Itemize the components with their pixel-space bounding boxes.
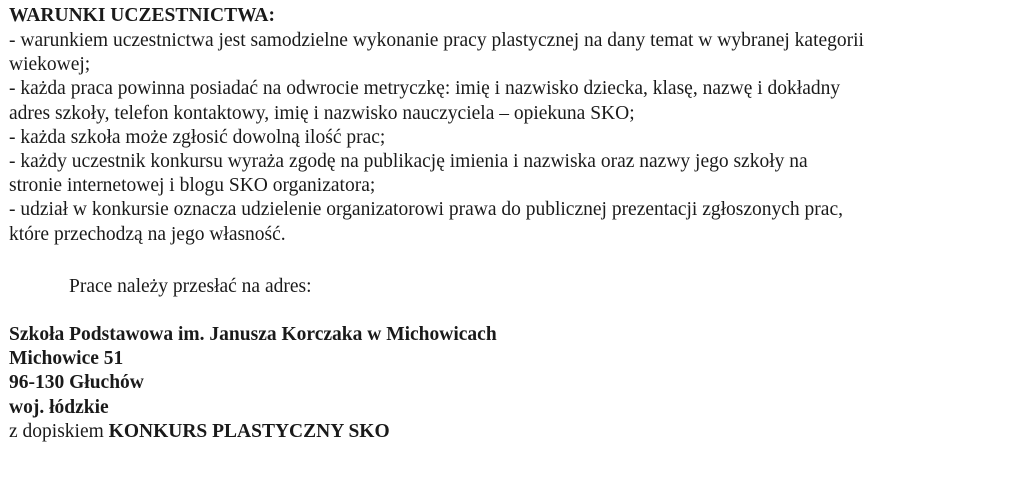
- address-line: woj. łódzkie: [9, 396, 109, 418]
- condition-line: - warunkiem uczestnictwa jest samodzielne wykonanie pracy plastycznej na dany temat w wybranej kategorii: [9, 30, 864, 51]
- postal-address: [9, 323, 1024, 420]
- envelope-note: [9, 420, 1024, 444]
- address-line: Szkoła Podstawowa im. Janusza Korczaka w Michowicach: [9, 324, 497, 346]
- send-instruction: Prace należy przesłać na adres:: [69, 275, 312, 297]
- note-prefix: z dopiskiem: [9, 420, 109, 442]
- condition-line: które przechodzą na jego własność.: [9, 223, 286, 245]
- address-line: 96-130 Głuchów: [9, 372, 144, 394]
- condition-line: wiekowej;: [9, 54, 91, 76]
- condition-line: - udział w konkursie oznacza udzielenie organizatorowi prawa do publicznej prezentacji zgłoszonych prac,: [9, 199, 843, 221]
- condition-line: - każdy uczestnik konkursu wyraża zgodę na publikację imienia i nazwiska oraz nazwy jego szkoły na: [9, 151, 808, 173]
- condition-line: - każda praca powinna posiadać na odwrocie metryczkę: imię i nazwisko dziecka, klasę, nazwę i dokładny: [9, 78, 841, 100]
- address-line: Michowice 51: [9, 348, 124, 370]
- conditions-list: [9, 29, 1024, 247]
- condition-line: - każda szkoła może zgłosić dowolną ilość prac;: [9, 126, 386, 148]
- document-body: [9, 4, 1024, 444]
- condition-line: stronie internetowej i blogu SKO organizatora;: [9, 175, 376, 197]
- condition-line: adres szkoły, telefon kontaktowy, imię i nazwisko nauczyciela – opiekuna SKO;: [9, 102, 635, 124]
- section-heading: WARUNKI UCZESTNICTWA:: [9, 5, 276, 26]
- note-title: KONKURS PLASTYCZNY SKO: [108, 420, 390, 442]
